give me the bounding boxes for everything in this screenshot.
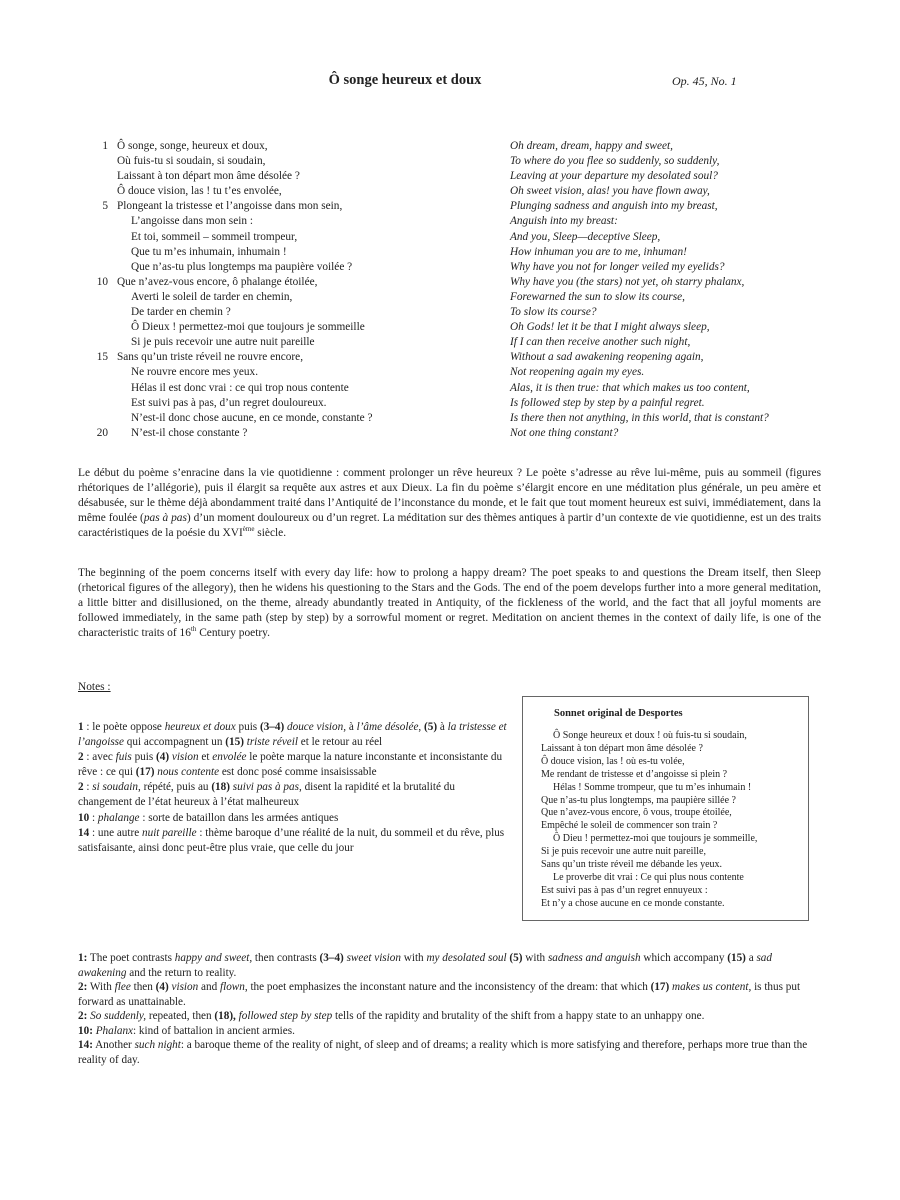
page-title: Ô songe heureux et doux: [328, 72, 482, 88]
poem-line-french: Que n’avez-vous encore, ô phalange étoilée,: [117, 275, 318, 288]
poem-line-french: Si je puis recevoir une autre nuit pareille: [131, 336, 315, 349]
line-number: [84, 214, 108, 229]
note-item: 2: With flee then (4) vision and flown, the poet emphasizes the inconstant nature and the inconsistency of the dream: that which (17) makes us content, is thus put forward as unattainable.: [78, 981, 801, 1008]
sonnet-line: Et n’y a chose aucune en ce monde constante.: [541, 897, 725, 909]
line-number: [84, 335, 108, 350]
commentary-fr-text: siècle.: [254, 527, 287, 540]
sonnet-line: Laissant à ton départ mon âme désolée ?: [541, 742, 703, 754]
sonnet-line: Si je puis recevoir une autre nuit pareille,: [541, 846, 706, 858]
note-item: 2 : si soudain, répété, puis au (18) suivi pas à pas, disent la rapidité et la brutalité du changement de l’état heureux à l’état malheureux: [78, 781, 455, 809]
note-item: 10 : phalange : sorte de bataillon dans les armées antiques: [78, 811, 339, 824]
line-number: [84, 305, 108, 320]
line-number: 10: [96, 275, 108, 288]
line-number: [84, 396, 108, 411]
poem-line-french: N’est-il donc chose aucune, en ce monde, constante ?: [131, 411, 373, 424]
note-item: 2 : avec fuis puis (4) vision et envolée le poète marque la nature inconstante et inconsistante du rêve : ce qui (17) nous contente est donc posé comme insaisissable: [78, 751, 503, 779]
note-item: 2: So suddenly, repeated, then (18), followed step by step tells of the rapidity and brutality of the shift from a happy state to an unhappy one.: [78, 1010, 705, 1022]
poem-line-french: Que tu m’es inhumain, inhumain !: [131, 245, 287, 258]
line-number: 5: [102, 200, 108, 213]
poem-line-french: Laissant à ton départ mon âme désolée ?: [117, 170, 300, 183]
sonnet-text: [541, 730, 757, 911]
line-number: [84, 365, 108, 380]
poem-line-english: If I can then receive another such night,: [510, 336, 691, 349]
poem-line-english: Why have you (the stars) not yet, oh starry phalanx,: [510, 275, 745, 288]
poem-line-english: Forewarned the sun to slow its course,: [510, 290, 685, 303]
line-number: [84, 245, 108, 260]
commentary-en-text: The beginning of the poem concerns itself with every day life: how to prolong a happy dream? The poet speaks to and questions the Dream itself, then Sleep (rhetorical figures of the allegory), then he widens his questioning to the Stars and the Gods. The end of the poem develops further into a more general meditation, a little bitter and disillusioned, on the theme, already abundantly treated in Antiquity, of the fickleness of the world, and the fact that all joyful moments are followed immediately, in the same path (step by step) by a sorrowful moment or regret. Meditation on ancient themes in the context of daily life, is one of the characteristic traits of 16: [78, 567, 821, 640]
sonnet-line: Le proverbe dit vrai : Ce qui plus nous contente: [553, 871, 744, 883]
sonnet-box: [522, 696, 809, 921]
poem-line-french: Ne rouvre encore mes yeux.: [131, 366, 259, 379]
poem-line-french: Ô songe, songe, heureux et doux,: [117, 140, 268, 152]
notes-english: [78, 951, 821, 1067]
notes-heading: Notes :: [78, 681, 111, 693]
commentary-french: [78, 466, 821, 541]
note-item: 10: Phalanx: kind of battalion in ancient armies.: [78, 1024, 295, 1037]
poem-line-english: Why have you not for longer veiled my eyelids?: [510, 260, 725, 273]
note-item: 1 : le poète oppose heureux et doux puis (3–4) douce vision, à l’âme désolée, (5) à la tristesse et l’angoisse qui accompagnent un (15) triste réveil et le retour au réel: [78, 721, 507, 749]
notes-french: [78, 720, 508, 856]
poem-line-french: Averti le soleil de tarder en chemin,: [131, 290, 293, 303]
poem-line-english: Oh sweet vision, alas! you have flown away,: [510, 185, 710, 198]
poem-line-english: Oh dream, dream, happy and sweet,: [510, 140, 673, 152]
line-number: [84, 169, 108, 184]
poem-line-english: How inhuman you are to me, inhuman!: [510, 245, 687, 258]
poem-line-english: Alas, it is then true: that which makes us too content,: [510, 381, 750, 394]
poem-line-english: Anguish into my breast:: [510, 215, 618, 228]
commentary-fr-text: Le début du poème s’enracine dans la vie quotidienne : comment prolonger un rêve heureux ? Le poète s’adresse au rêve lui-même, puis au sommeil (figures rhétoriques de l’allégorie), puis il élargit sa requête aux astres et aux Dieux. La fin du poème s’élargit encore en une méditation plus générale, un peu amère et désabusée, sur le thème déjà abondamment traité dans l’Antiquité de l’inconstance du monde, et le fait que tout moment heureux est suivi, immédiatement, dans la même foulée (: [78, 467, 821, 525]
sonnet-line: Empêché le soleil de commencer son train ?: [541, 820, 718, 832]
line-number: [84, 154, 108, 169]
poem-line-english: To slow its course?: [510, 306, 597, 319]
superscript: th: [190, 625, 197, 634]
sonnet-line: Ô Songe heureux et doux ! où fuis-tu si soudain,: [553, 730, 747, 741]
french-poem: [117, 139, 373, 441]
poem-line-english: Without a sad awakening reopening again,: [510, 351, 704, 364]
sonnet-line: Sans qu’un triste réveil me débande les yeux.: [541, 859, 723, 871]
poem-line-english: Is followed step by step by a painful regret.: [510, 396, 705, 409]
commentary-english: [78, 566, 821, 641]
sonnet-line: Que n’as-tu plus longtemps, ma paupière sillée ?: [541, 794, 736, 806]
line-number: [84, 320, 108, 335]
line-number: [84, 290, 108, 305]
poem-line-english: Is there then not anything, in this world, that is constant?: [510, 411, 769, 424]
commentary-en-text: Century poetry.: [196, 627, 270, 640]
note-item: 1: The poet contrasts happy and sweet, then contrasts (3–4) sweet vision with my desolated soul (5) with sadness and anguish which accompany (15) a sad awakening and the return to reality.: [78, 952, 772, 979]
poem-line-french: Ô douce vision, las ! tu t’es envolée,: [117, 185, 282, 198]
line-number: 1: [102, 140, 108, 152]
poem-line-english: Leaving at your departure my desolated soul?: [510, 170, 718, 183]
poem-line-french: De tarder en chemin ?: [131, 306, 231, 319]
sonnet-heading: Sonnet original de Desportes: [554, 708, 683, 719]
poem-line-english: And you, Sleep—deceptive Sleep,: [510, 230, 661, 243]
superscript: ème: [242, 525, 255, 534]
poem-line-french: Hélas il est donc vrai : ce qui trop nous contente: [131, 381, 349, 394]
poem-line-english: Plunging sadness and anguish into my breast,: [510, 200, 718, 213]
english-translation: [510, 139, 769, 441]
note-item: 14: Another such night: a baroque theme of the reality of night, of sleep and of dreams; a reality which is more satisfying and therefore, perhaps more true than the reality of day.: [78, 1039, 808, 1066]
poem-line-french: Ô Dieux ! permettez-moi que toujours je sommeille: [131, 321, 365, 334]
poem-line-english: To where do you flee so suddenly, so suddenly,: [510, 155, 720, 168]
poem-line-french: Plongeant la tristesse et l’angoisse dans mon sein,: [117, 200, 343, 213]
opus-number: Op. 45, No. 1: [672, 74, 737, 88]
poem-line-french: Sans qu’un triste réveil ne rouvre encore,: [117, 351, 304, 364]
line-number: [84, 411, 108, 426]
line-number: 20: [96, 426, 108, 439]
poem-line-english: Not reopening again my eyes.: [510, 366, 645, 379]
poem-line-french: Que n’as-tu plus longtemps ma paupière voilée ?: [131, 260, 353, 273]
line-number: [84, 230, 108, 245]
line-numbers: [84, 139, 108, 441]
line-number: [84, 260, 108, 275]
poem-line-french: L’angoisse dans mon sein :: [131, 215, 253, 228]
commentary-fr-text: ) d’un moment douloureux ou d’un regret. La méditation sur des thèmes antiques à partir d’un contexte de vie quotidienne, est un des traits caractéristiques de la poésie du XVI: [78, 512, 822, 540]
commentary-fr-emphasis: pas à pas: [143, 512, 187, 525]
poem-line-french: N’est-il chose constante ?: [131, 426, 248, 439]
poem-line-french: Et toi, sommeil – sommeil trompeur,: [131, 230, 298, 243]
line-number: 15: [96, 351, 108, 364]
sonnet-line: Est suivi pas à pas d’un regret ennuyeux :: [541, 884, 708, 896]
poem-line-english: Oh Gods! let it be that I might always sleep,: [510, 321, 710, 334]
line-number: [84, 184, 108, 199]
sonnet-line: Ô douce vision, las ! où es-tu volée,: [541, 755, 685, 767]
sonnet-line: Hélas ! Somme trompeur, que tu m’es inhumain !: [553, 781, 752, 793]
note-item: 14 : une autre nuit pareille : thème baroque d’une réalité de la nuit, du sommeil et du rêve, plus satisfaisante, ainsi donc peut-être plus vraie, que celle du jour: [78, 826, 505, 854]
sonnet-line: Me rendant de tristesse et d’angoisse si plein ?: [541, 768, 728, 780]
sonnet-line: Que n’avez-vous encore, ô vous, troupe étoilée,: [541, 807, 732, 819]
poem-line-english: Not one thing constant?: [510, 426, 619, 439]
poem-line-french: Où fuis-tu si soudain, si soudain,: [117, 155, 266, 168]
line-number: [84, 381, 108, 396]
sonnet-line: Ô Dieu ! permettez-moi que toujours je sommeille,: [553, 833, 758, 845]
poem-line-french: Est suivi pas à pas, d’un regret douloureux.: [131, 396, 327, 409]
